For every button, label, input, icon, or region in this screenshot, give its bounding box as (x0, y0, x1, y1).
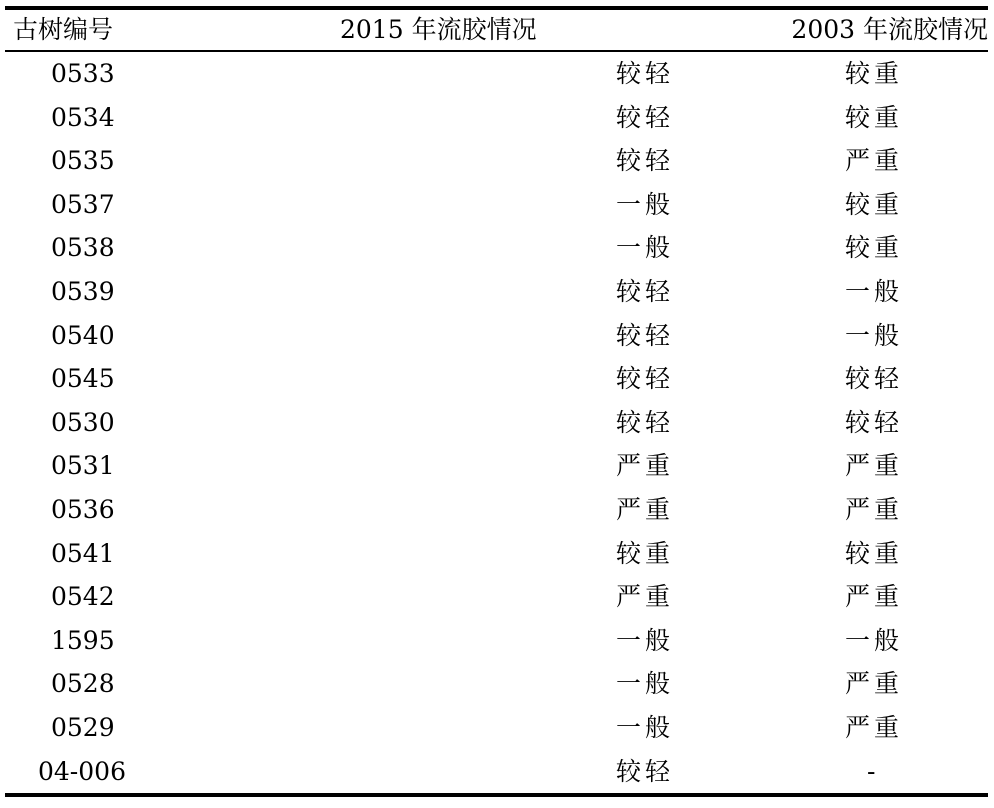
cell-2015: 较轻 (616, 320, 675, 350)
cell-2015: 严重 (616, 494, 675, 524)
data-table-container (5, 6, 988, 797)
cell-tree-id: 0536 (51, 494, 115, 524)
cell-2015: 一般 (616, 712, 675, 742)
cell-tree-id: 0539 (51, 276, 115, 306)
table-row (5, 226, 988, 270)
cell-2015: 较轻 (616, 407, 675, 437)
cell-2015: 较轻 (616, 276, 675, 306)
cell-2003: 较重 (845, 59, 904, 88)
cell-2015: 较轻 (616, 146, 675, 176)
cell-2003: 严重 (845, 712, 904, 742)
cell-2003: 严重 (845, 669, 904, 699)
cell-2003: 一般 (845, 276, 904, 306)
cell-2003: 严重 (845, 582, 904, 612)
cell-2003: - (867, 756, 880, 786)
table-row (5, 532, 988, 576)
table-row (5, 357, 988, 401)
cell-2015: 一般 (616, 233, 675, 263)
table-row (5, 575, 988, 619)
cell-2015: 一般 (616, 189, 675, 219)
data-table (5, 6, 988, 797)
table-row (5, 662, 988, 706)
cell-2015: 较轻 (616, 756, 675, 786)
table-row (5, 444, 988, 488)
header-row (5, 8, 988, 51)
cell-tree-id: 0529 (51, 712, 115, 742)
cell-2015: 较重 (616, 538, 675, 568)
cell-tree-id: 0545 (51, 364, 115, 394)
cell-2003: 一般 (845, 320, 904, 350)
header-2003-gummosis: 2003 年流胶情况 (791, 15, 988, 44)
cell-2003: 较重 (845, 538, 904, 568)
cell-tree-id: 0542 (51, 582, 115, 612)
cell-2003: 较重 (845, 233, 904, 263)
table-row (5, 51, 988, 96)
cell-tree-id: 0530 (51, 407, 115, 437)
table-header (5, 8, 988, 51)
cell-2003: 一般 (845, 625, 904, 655)
cell-tree-id: 0533 (51, 59, 115, 88)
cell-2003: 严重 (845, 494, 904, 524)
cell-tree-id: 0535 (51, 146, 115, 176)
header-2015-gummosis: 2015 年流胶情况 (340, 15, 537, 44)
cell-2003: 严重 (845, 146, 904, 176)
cell-tree-id: 0538 (51, 233, 115, 263)
table-row (5, 270, 988, 314)
cell-tree-id: 0541 (51, 538, 115, 568)
table-row (5, 488, 988, 532)
header-tree-id: 古树编号 (13, 15, 114, 44)
cell-tree-id: 0537 (51, 189, 115, 219)
cell-2003: 严重 (845, 451, 904, 481)
cell-2003: 较重 (845, 189, 904, 219)
table-row (5, 314, 988, 358)
cell-2015: 较轻 (616, 59, 675, 88)
table-body (5, 51, 988, 795)
cell-2015: 一般 (616, 669, 675, 699)
table-row (5, 96, 988, 140)
table-row (5, 706, 988, 750)
table-row (5, 401, 988, 445)
cell-tree-id: 0531 (51, 451, 115, 481)
table-row (5, 139, 988, 183)
cell-2003: 较轻 (845, 407, 904, 437)
table-row (5, 183, 988, 227)
cell-2015: 严重 (616, 451, 675, 481)
cell-2015: 较轻 (616, 364, 675, 394)
table-row (5, 750, 988, 796)
cell-2003: 较轻 (845, 364, 904, 394)
cell-2015: 较轻 (616, 102, 675, 132)
cell-2015: 一般 (616, 625, 675, 655)
cell-tree-id: 04-006 (38, 756, 126, 786)
cell-tree-id: 1595 (51, 625, 115, 655)
cell-tree-id: 0534 (51, 102, 115, 132)
cell-2015: 严重 (616, 582, 675, 612)
table-row (5, 619, 988, 663)
cell-tree-id: 0528 (51, 669, 115, 699)
cell-2003: 较重 (845, 102, 904, 132)
cell-tree-id: 0540 (51, 320, 115, 350)
